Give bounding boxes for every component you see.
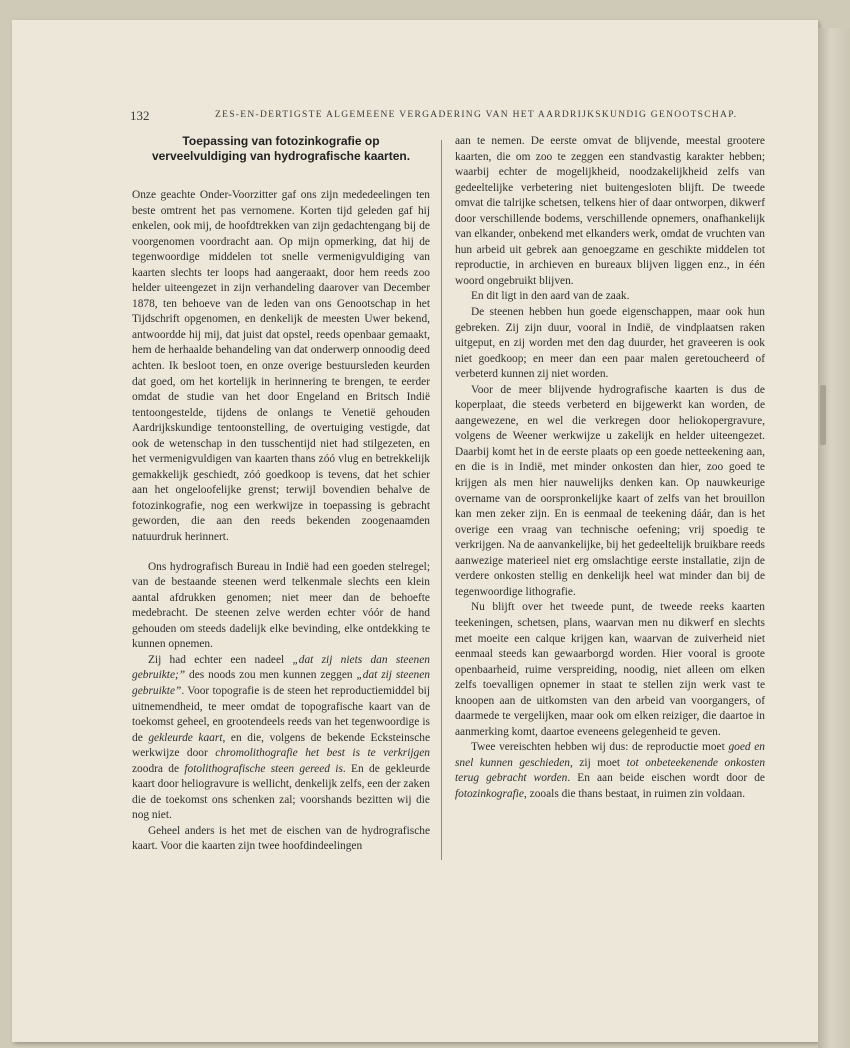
paragraph: De steenen hebben hun goede eigenschappen, maar ook hun gebreken. Zij zijn duur, vooral in Indië, de vindplaatsen raken uitgeput, en zij worden met den dag duurder, het graveeren is ook niet goedkoop; en meer dan een paar malen geretoucheerd of verbeterd kunnen zij niet worden. bbox=[455, 306, 765, 381]
text-run: , en die, volgens de bekende Ecksteinsche werkwijze door bbox=[132, 731, 431, 760]
italic-run: fotozinkografie bbox=[455, 787, 524, 800]
page-number: 132 bbox=[130, 108, 150, 123]
text-run: Twee vereischten hebben wij dus: de reproductie moet bbox=[470, 741, 729, 754]
text-run: , zooals die thans bestaat, in ruimen zin voldaan. bbox=[523, 787, 746, 800]
page-tab-mark bbox=[820, 385, 826, 445]
paragraph: Ons hydrografisch Bureau in Indië had een goeden stelregel; van de bestaande steenen werd telkenmale slechts een klein aantal afdrukken genomen; niet meer dan de behoefte medebracht. De steenen zelve werden echter vóór de hand gehouden om steeds dadelijk elke bevinding, elke ontdekking te kunnen opnemen. bbox=[132, 560, 430, 651]
italic-run: fotolithografische steen gereed is bbox=[184, 762, 343, 775]
paragraph: Voor de meer blijvende hydrografische kaarten is dus de koperplaat, die steeds verbeterd en bijgewerkt kan worden, de aangewezene, en wel die verkregen door heliokopergravure, volgens de Weener werkwijze u zakelijk en helder uiteengezet. Daarbij komt het in de eerste plaats op een goede netteekening aan, en die is in Indië, met minder onkosten dan hier, zoo goed te krijgen als men hier nauwelijks denken kan. Op nauwkeurige overname van de oorspronkelijke kaart of zelfs van het brouillon kan men zeker zijn. En is eenmaal de teekening dáár, dan is het overige een vraag van technische oefening; vrij spoedig te verkrijgen. Na de aanvankelijke, bij het gedeeltelijk bruikbare reeds aanwezige materieel niet erg omslachtige eerste installatie, zijn de verdere onkosten stellig en denkelijk heel wat minder dan bij de tegenwoordige lithografie. bbox=[455, 383, 765, 598]
paragraph: Geheel anders is het met de eischen van de hydrografische kaart. Voor die kaarten zijn twee hoofdindeelingen bbox=[132, 824, 430, 853]
text-run: zoodra de bbox=[132, 762, 185, 775]
text-run: . Voor topografie is de steen het reproductiemiddel bij uitnemendheid, te meer omdat de topografische kaart van de toekomst geheel, en grootendeels reeds van het tegenwoordige is de bbox=[132, 684, 430, 744]
column-divider bbox=[441, 140, 442, 860]
left-column bbox=[132, 134, 430, 855]
text-run: . En aan beide eischen wordt door de bbox=[567, 772, 765, 785]
paragraph bbox=[132, 653, 430, 824]
paragraph bbox=[455, 740, 765, 802]
running-header bbox=[0, 108, 850, 128]
italic-run: tot onbeteekenende onkosten terug gebracht worden bbox=[455, 756, 766, 785]
paragraph: Onze geachte Onder-Voorzitter gaf ons zijn mededeelingen ten beste omtrent het pas vernomene. Korten tijd geleden gaf hij enkelen, ook mij, de hoofdtrekken van zijn gedachtengang bij de voorgenomen voordracht aan. Op mijn opmerking, dat hij de tegenwoordige middelen tot snelle vermenigvuldiging van kaarten slechts ter loops had aangeraakt, door hem reeds zoo helder uiteengezet in zijn verhandeling daarover van December 1878, ten behoeve van de leden van ons Genootschap in het Tijdschrift opgenomen, en denkelijk de meesten Uwer bekend, antwoordde hij mij, dat juist dat opstel, reeds openbaar gemaakt, hem de herhaalde behandeling van dat onderwerp onnoodig deed achten. Ik besloot toen, en onze overige bestuursleden keurden dat goed, om het kortelijk in herinnering te brengen, te eerder omdat de studie van het door Engeland en Britsch Indië tentoongestelde, tijdens de onlangs te Venetië gehouden Aardrijkskundige tentoonstelling, de overtuiging vestigde, dat ook de wetenschap in den tusschentijd niet had stilgezeten, en het vermenigvuldigen van kaarten thans zóó vlug en betrekkelijk gemakkelijk geschiedt, zóó goedkoop is tevens, dat het schier aan het ongeloofelijke grenst; terwijl bovendien behalve de fotozinkografie, nog een werkwijze in toepassing is gebracht geworden, die aan den reeds bekenden zoogenaamden natuurdruk herinnert. bbox=[132, 189, 430, 544]
text-run: , zij moet bbox=[569, 756, 627, 769]
text-run: Zij had echter een nadeel bbox=[147, 653, 293, 666]
article-title: Toepassing van fotozinkografie op verveelvuldiging van hydrografische kaarten. bbox=[151, 134, 411, 163]
paragraph: aan te nemen. De eerste omvat de blijvende, meestal grootere kaarten, die om zoo te zeggen een standvastig karakter hebben; waarbij echter de mogelijkheid, noodzakelijkheid zelfs van gedeeltelijke verbetering niet buitengesloten blijft. De tweede omvat die talrijke schetsen, telkens hier of daar ontworpen, dikwerf door verschillende bodems, verschillende opnemers, onafhankelijk van elkander, onbekend met elkanders werk, omdat de vruchten van hun arbeid uit gebrek aan genoegzame en geschikte middelen tot reproductie, in archieven en bureaux blijven liggen enz., in één woord ongebruikt blijven. bbox=[455, 135, 765, 287]
italic-run: „dat zij steenen gebruikte” bbox=[132, 669, 430, 697]
paragraph: En dit ligt in den aard van de zaak. bbox=[470, 290, 630, 303]
paragraph: Nu blijft over het tweede punt, de tweede reeks kaarten teekeningen, schetsen, plans, waarvan men nu dikwerf en slechts met moeite een calque krijgen kan, waarvan de zuiverheid niet eenmaal steeds kan gewaarborgd worden. Hier vooral is groote openbaarheid, ruime verspreiding, noodig, niet alleen om elken zelfs toevalligen opnemer in staat te stellen zijn werk vast te knoopen aan de uitkomsten van den arbeid van voorgangers, of daarmede te vergelijken, maar ook om elken reiziger, die daartoe in aanmerking komt, daartoe eveneens gelegenheid te geven. bbox=[455, 601, 765, 738]
text-run: des noods zou men kunnen zeggen bbox=[185, 669, 357, 682]
next-page-edge bbox=[818, 28, 850, 1048]
italic-run: gekleurde kaart bbox=[148, 731, 223, 744]
italic-run: „dat zij niets dan steenen gebruikte;” bbox=[132, 653, 430, 682]
italic-run: chromolithografie het best is te verkrijgen bbox=[215, 747, 430, 760]
text-run: . En de gekleurde kaart door heliogravure is wellicht, denkelijk zelfs, een der zaken die de toekomst ons schenken zal; voorshands bezitten wij die nog niet. bbox=[132, 762, 430, 822]
italic-run: goed en snel kunnen geschieden bbox=[455, 741, 765, 769]
right-column bbox=[455, 134, 765, 803]
running-head-title: ZES-EN-DERTIGSTE ALGEMEENE VERGADERING VAN HET AARDRIJKSKUNDIG GENOOTSCHAP. bbox=[215, 110, 738, 120]
